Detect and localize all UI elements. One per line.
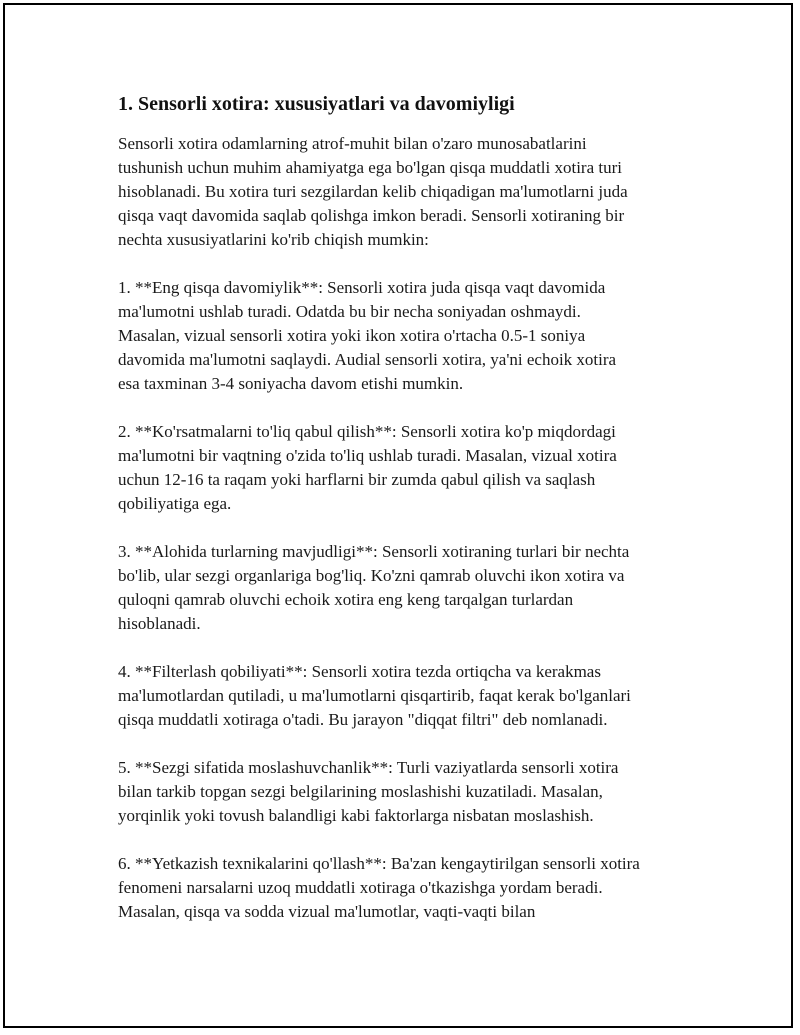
intro-paragraph: Sensorli xotira odamlarning atrof-muhit bilan o'zaro munosabatlarini tushunish uchun muhim ahamiyatga ega bo'lgan qisqa muddatli xotira turi hisoblanadi. Bu xotira turi sezgilardan kelib chiqadigan ma'lumotlarni juda qisqa vaqt davomida saqlab qolishga imkon beradi. Sensorli xotiraning bir nechta xususiyatlarini ko'rib chiqish mumkin: — [118, 134, 628, 249]
list-item-1: 1. **Eng qisqa davomiylik**: Sensorli xotira juda qisqa vaqt davomida ma'lumotni ushlab turadi. Odatda bu bir necha soniyadan oshmaydi. Masalan, vizual sensorli xotira yoki ikon xotira o'rtacha 0.5-1 soniya davomida ma'lumotni saqlaydi. Audial sensorli xotira, ya'ni echoik xotira esa taxminan 3-4 soniyacha davom etishi mumkin. — [118, 278, 617, 393]
list-item-6: 6. **Yetkazish texnikalarini qo'llash**: Ba'zan kengaytirilgan sensorli xotira fenomeni narsalarni uzoq muddatli xotiraga o'tkazishga yordam beradi. Masalan, qisqa va sodda vizual ma'lumotlar, vaqti-vaqti bilan — [118, 854, 640, 921]
list-item-4: 4. **Filterlash qobiliyati**: Sensorli xotira tezda ortiqcha va kerakmas ma'lumotlardan qutiladi, u ma'lumotlarni qisqartirib, faqat kerak bo'lganlari qisqa muddatli xotiraga o'tadi. Bu jarayon "diqqat filtri" deb nomlanadi. — [118, 662, 631, 729]
section-heading: 1. Sensorli xotira: xususiyatlari va davomiyligi — [118, 93, 515, 115]
document-body — [118, 92, 698, 948]
list-item-2: 2. **Ko'rsatmalarni to'liq qabul qilish**: Sensorli xotira ko'p miqdordagi ma'lumotni bir vaqtning o'zida to'liq ushlab turadi. Masalan, vizual xotira uchun 12-16 ta raqam yoki harflarni bir zumda qabul qilish va saqlash qobiliyatiga ega. — [118, 422, 617, 513]
list-item-5: 5. **Sezgi sifatida moslashuvchanlik**: Turli vaziyatlarda sensorli xotira bilan tarkib topgan sezgi belgilarining moslashishi kuzatiladi. Masalan, yorqinlik yoki tovush balandligi kabi faktorlarga nisbatan moslashish. — [118, 758, 619, 825]
list-item-3: 3. **Alohida turlarning mavjudligi**: Sensorli xotiraning turlari bir nechta bo'lib, ular sezgi organlariga bog'liq. Ko'zni qamrab oluvchi ikon xotira va quloqni qamrab oluvchi echoik xotira eng keng tarqalgan turlardan hisoblanadi. — [118, 542, 630, 633]
